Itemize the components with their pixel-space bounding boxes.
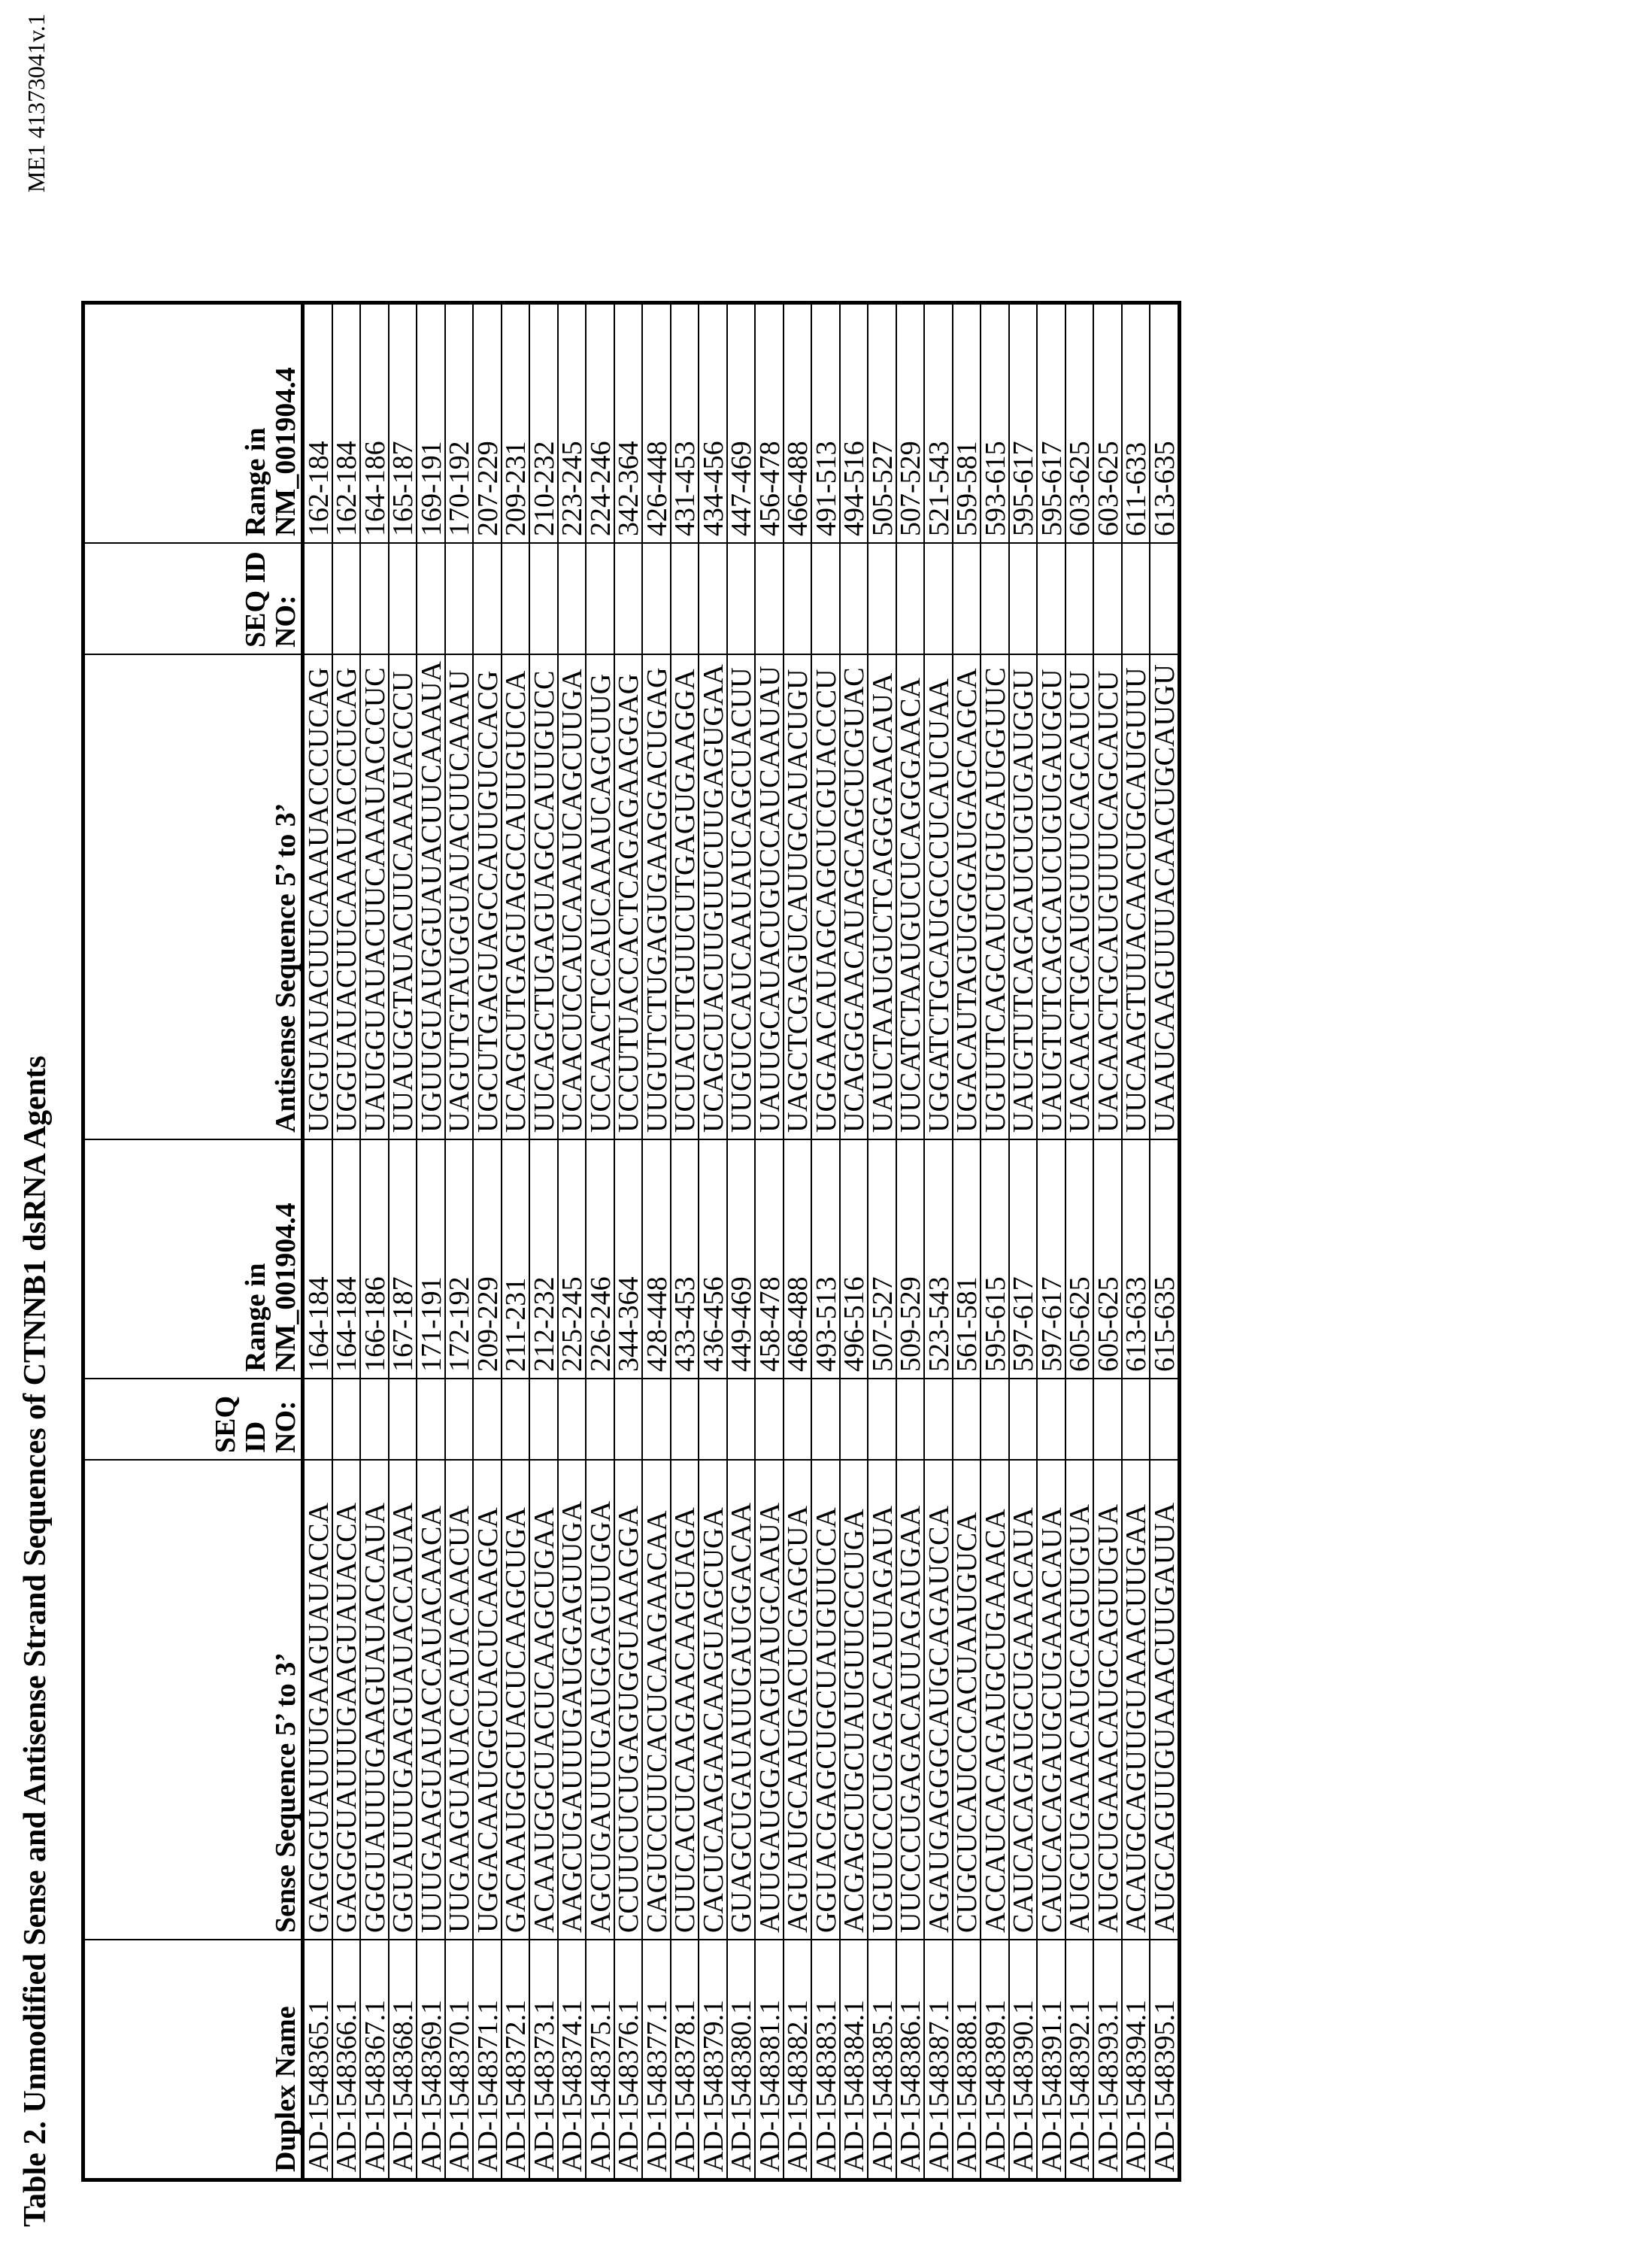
cell-antisense-range: 431-453 bbox=[671, 303, 699, 544]
cell-sense-range: 595-615 bbox=[981, 1139, 1009, 1379]
cell-sense-range: 507-527 bbox=[868, 1139, 896, 1379]
table-row bbox=[389, 303, 417, 2180]
cell-sense-seq-id bbox=[558, 1379, 587, 1460]
cell-sense-range: 605-625 bbox=[1093, 1139, 1122, 1379]
table-title: Table 2. Unmodified Sense and Antisense Strand Sequences of CTNNB1 dsRNA Agents bbox=[18, 1055, 53, 2227]
cell-antisense-range: 456-478 bbox=[755, 303, 784, 544]
cell-antisense-range: 165-187 bbox=[389, 303, 417, 544]
cell-antisense-seq-id bbox=[1037, 543, 1065, 654]
cell-antisense-sequence: UACAACTGCAUGUUUCAGCAUCU bbox=[1065, 654, 1094, 1139]
cell-sense-seq-id bbox=[671, 1379, 699, 1460]
cell-antisense-range: 342-364 bbox=[614, 303, 643, 544]
cell-duplex-name: AD-1548371.1 bbox=[473, 1940, 502, 2180]
cell-duplex-name: AD-1548387.1 bbox=[924, 1940, 953, 2180]
cell-antisense-sequence: UGCUTGAGUAGCCAUUGUCCACG bbox=[473, 654, 502, 1139]
cell-sense-seq-id bbox=[953, 1379, 981, 1460]
cell-antisense-seq-id bbox=[699, 543, 727, 654]
cell-sense-sequence: CACUCAAGAACAAGUAGCUGA bbox=[699, 1460, 727, 1940]
cell-sense-seq-id bbox=[924, 1379, 953, 1460]
cell-sense-sequence: ACCAUCACAGAUGCUGAAACA bbox=[981, 1460, 1009, 1940]
cell-sense-sequence: GGUAUUUGAAGUAUACCAUAA bbox=[389, 1460, 417, 1940]
cell-sense-sequence: AGCUGAUUUGAUGGAGUUGGA bbox=[586, 1460, 614, 1940]
cell-sense-sequence: ACAAUGGCUACUCAAGCUGAA bbox=[529, 1460, 558, 1940]
cell-sense-range: 436-456 bbox=[699, 1139, 727, 1379]
cell-sense-range: 597-617 bbox=[1009, 1139, 1038, 1379]
cell-sense-range: 166-186 bbox=[360, 1139, 389, 1379]
cell-antisense-sequence: UAUGTUTCAGCAUCUGUGAUGGU bbox=[1009, 654, 1038, 1139]
cell-antisense-sequence: UCCUTUACCACTCAGAGAAGGAG bbox=[614, 654, 643, 1139]
cell-sense-sequence: CAGUCCUUCACUCAAGAACAA bbox=[642, 1460, 671, 1940]
cell-duplex-name: AD-1548393.1 bbox=[1093, 1940, 1122, 2180]
cell-sense-sequence: CUUCACUCAAGAACAAGUAGA bbox=[671, 1460, 699, 1940]
cell-duplex-name: AD-1548394.1 bbox=[1122, 1940, 1150, 2180]
cell-antisense-sequence: UCAACUCCAUCAAAUCAGCUUGA bbox=[558, 654, 587, 1139]
cell-sense-seq-id bbox=[389, 1379, 417, 1460]
table-row bbox=[1150, 303, 1179, 2180]
cell-duplex-name: AD-1548375.1 bbox=[586, 1940, 614, 2180]
cell-antisense-seq-id bbox=[1009, 543, 1038, 654]
cell-duplex-name: AD-1548392.1 bbox=[1065, 1940, 1094, 2180]
cell-duplex-name: AD-1548373.1 bbox=[529, 1940, 558, 2180]
cell-antisense-sequence: UCCAACTCCAUCAAAUCAGCUUG bbox=[586, 654, 614, 1139]
cell-sense-sequence: AUGCAGUUGUAAACUUGAUUA bbox=[1150, 1460, 1179, 1940]
cell-antisense-sequence: UGGAACAUAGCAGCUCGUACCCU bbox=[811, 654, 840, 1139]
cell-antisense-range: 491-513 bbox=[811, 303, 840, 544]
cell-antisense-sequence: UCAGGGAACAUAGCAGCUCGUAC bbox=[840, 654, 868, 1139]
header-sense-sequence: Sense Sequence 5’ to 3’ bbox=[83, 1460, 303, 1940]
cell-antisense-seq-id bbox=[1065, 543, 1094, 654]
cell-duplex-name: AD-1548384.1 bbox=[840, 1940, 868, 2180]
cell-sense-sequence: GAGGGUAUUUGAAGUAUACCA bbox=[332, 1460, 361, 1940]
cell-sense-seq-id bbox=[586, 1379, 614, 1460]
cell-antisense-range: 507-529 bbox=[896, 303, 925, 544]
cell-antisense-range: 595-617 bbox=[1037, 303, 1065, 544]
cell-duplex-name: AD-1548390.1 bbox=[1009, 1940, 1038, 2180]
cell-sense-seq-id bbox=[727, 1379, 756, 1460]
cell-antisense-seq-id bbox=[924, 543, 953, 654]
cell-sense-seq-id bbox=[502, 1379, 530, 1460]
cell-duplex-name: AD-1548395.1 bbox=[1150, 1940, 1179, 2180]
cell-antisense-sequence: UUCATCTAAUGUCUCAGGGAACA bbox=[896, 654, 925, 1139]
cell-antisense-range: 224-246 bbox=[586, 303, 614, 544]
cell-duplex-name: AD-1548374.1 bbox=[558, 1940, 587, 2180]
cell-sense-range: 211-231 bbox=[502, 1139, 530, 1379]
cell-duplex-name: AD-1548389.1 bbox=[981, 1940, 1009, 2180]
cell-antisense-seq-id bbox=[558, 543, 587, 654]
table-row bbox=[924, 303, 953, 2180]
cell-antisense-range: 209-231 bbox=[502, 303, 530, 544]
cell-sense-sequence: UUGAAGUAUACCAUACAACUA bbox=[445, 1460, 474, 1940]
cell-sense-range: 493-513 bbox=[811, 1139, 840, 1379]
table-row bbox=[784, 303, 812, 2180]
table-row bbox=[473, 303, 502, 2180]
cell-sense-sequence: CAUCACAGAUGCUGAAACAUA bbox=[1009, 1460, 1038, 1940]
cell-antisense-range: 603-625 bbox=[1065, 303, 1094, 544]
cell-sense-seq-id bbox=[1150, 1379, 1179, 1460]
table-row bbox=[981, 303, 1009, 2180]
cell-sense-range: 171-191 bbox=[417, 1139, 445, 1379]
cell-sense-range: 209-229 bbox=[473, 1139, 502, 1379]
table-row bbox=[1122, 303, 1150, 2180]
table-row bbox=[953, 303, 981, 2180]
cell-antisense-range: 613-635 bbox=[1150, 303, 1179, 544]
cell-antisense-sequence: UCAGCUACUUGUUCUUGAGUGAA bbox=[699, 654, 727, 1139]
cell-duplex-name: AD-1548366.1 bbox=[332, 1940, 361, 2180]
cell-duplex-name: AD-1548370.1 bbox=[445, 1940, 474, 2180]
cell-antisense-sequence: UGUUTCAGCAUCUGUGAUGGUUC bbox=[981, 654, 1009, 1139]
cell-sense-seq-id bbox=[1065, 1379, 1094, 1460]
cell-sense-seq-id bbox=[529, 1379, 558, 1460]
cell-antisense-seq-id bbox=[303, 543, 332, 654]
cell-antisense-seq-id bbox=[811, 543, 840, 654]
cell-sense-sequence: GGUACGAGCUGCUAUGUUCCA bbox=[811, 1460, 840, 1940]
cell-antisense-sequence: UACAACTGCAUGUUUCAGCAUCU bbox=[1093, 654, 1122, 1139]
cell-duplex-name: AD-1548380.1 bbox=[727, 1940, 756, 2180]
cell-antisense-range: 223-245 bbox=[558, 303, 587, 544]
cell-sense-seq-id bbox=[755, 1379, 784, 1460]
cell-sense-range: 523-543 bbox=[924, 1139, 953, 1379]
table-row bbox=[1093, 303, 1122, 2180]
cell-sense-range: 212-232 bbox=[529, 1139, 558, 1379]
cell-antisense-sequence: UAGUTGTAUGGUAUACUUCAAAU bbox=[445, 654, 474, 1139]
cell-sense-sequence: AGUAUGCAAUGACUCGAGCUA bbox=[784, 1460, 812, 1940]
cell-sense-sequence: AAGCUGAUUUGAUGGAGUUGA bbox=[558, 1460, 587, 1940]
cell-duplex-name: AD-1548379.1 bbox=[699, 1940, 727, 2180]
cell-sense-sequence: UGGACAAUGGCUACUCAAGCA bbox=[473, 1460, 502, 1940]
cell-sense-sequence: AUGCUGAAACAUGCAGUUGUA bbox=[1093, 1460, 1122, 1940]
cell-sense-seq-id bbox=[445, 1379, 474, 1460]
cell-sense-range: 164-184 bbox=[332, 1139, 361, 1379]
cell-sense-range: 509-529 bbox=[896, 1139, 925, 1379]
cell-antisense-seq-id bbox=[389, 543, 417, 654]
cell-antisense-seq-id bbox=[360, 543, 389, 654]
cell-sense-range: 167-187 bbox=[389, 1139, 417, 1379]
cell-sense-range: 561-581 bbox=[953, 1139, 981, 1379]
cell-sense-sequence: GAGGGUAUUUGAAGUAUACCA bbox=[303, 1460, 332, 1940]
cell-antisense-seq-id bbox=[473, 543, 502, 654]
cell-sense-range: 613-633 bbox=[1122, 1139, 1150, 1379]
header-antisense-sequence: Antisense Sequence 5’ to 3’ bbox=[83, 654, 303, 1139]
cell-sense-range: 164-184 bbox=[303, 1139, 332, 1379]
table-row bbox=[586, 303, 614, 2180]
table-row bbox=[360, 303, 389, 2180]
cell-antisense-seq-id bbox=[445, 543, 474, 654]
cell-antisense-seq-id bbox=[332, 543, 361, 654]
cell-antisense-range: 210-232 bbox=[529, 303, 558, 544]
cell-sense-seq-id bbox=[811, 1379, 840, 1460]
cell-duplex-name: AD-1548377.1 bbox=[642, 1940, 671, 2180]
cell-sense-seq-id bbox=[784, 1379, 812, 1460]
table-row bbox=[1009, 303, 1038, 2180]
cell-duplex-name: AD-1548382.1 bbox=[784, 1940, 812, 2180]
table-row bbox=[614, 303, 643, 2180]
cell-sense-sequence: AUUGAUGGACAGUAUGCAAUA bbox=[755, 1460, 784, 1940]
header-antisense-range: Range in NM_001904.4 bbox=[83, 303, 303, 544]
table-header-row bbox=[83, 303, 303, 2180]
cell-duplex-name: AD-1548388.1 bbox=[953, 1940, 981, 2180]
cell-antisense-range: 169-191 bbox=[417, 303, 445, 544]
cell-duplex-name: AD-1548385.1 bbox=[868, 1940, 896, 2180]
table-body bbox=[303, 303, 1180, 2180]
cell-antisense-sequence: UGGATCTGCAUGCCCUCAUCUAA bbox=[924, 654, 953, 1139]
cell-sense-seq-id bbox=[417, 1379, 445, 1460]
cell-duplex-name: AD-1548368.1 bbox=[389, 1940, 417, 2180]
cell-sense-seq-id bbox=[303, 1379, 332, 1460]
cell-sense-range: 449-469 bbox=[727, 1139, 756, 1379]
cell-antisense-sequence: UUAUGGTAUACUUCAAAUACCCU bbox=[389, 654, 417, 1139]
cell-antisense-range: 521-543 bbox=[924, 303, 953, 544]
cell-sense-seq-id bbox=[840, 1379, 868, 1460]
cell-antisense-sequence: UUGUCCAUCAAUAUCAGCUACUU bbox=[727, 654, 756, 1139]
cell-sense-seq-id bbox=[332, 1379, 361, 1460]
cell-antisense-sequence: UUGUTCTUGAGUGAAGGACUGAG bbox=[642, 654, 671, 1139]
cell-sense-sequence: CAUCACAGAUGCUGAAACAUA bbox=[1037, 1460, 1065, 1940]
sequence-table bbox=[81, 301, 1181, 2182]
cell-antisense-sequence: UAUGTUTCAGCAUCUGUGAUGGU bbox=[1037, 654, 1065, 1139]
cell-antisense-range: 164-186 bbox=[360, 303, 389, 544]
table-row bbox=[840, 303, 868, 2180]
cell-sense-sequence: AUGCUGAAACAUGCAGUUGUA bbox=[1065, 1460, 1094, 1940]
cell-duplex-name: AD-1548383.1 bbox=[811, 1940, 840, 2180]
cell-sense-range: 428-448 bbox=[642, 1139, 671, 1379]
cell-antisense-sequence: UAGCTCGAGUCAUUGCAUACUGU bbox=[784, 654, 812, 1139]
table-row bbox=[417, 303, 445, 2180]
cell-antisense-seq-id bbox=[502, 543, 530, 654]
cell-antisense-seq-id bbox=[1122, 543, 1150, 654]
cell-antisense-seq-id bbox=[586, 543, 614, 654]
cell-antisense-sequence: UGACAUTAGUGGGAUGAGCAGCA bbox=[953, 654, 981, 1139]
cell-antisense-sequence: UGUUGUAUGGUAUACUUCAAAUA bbox=[417, 654, 445, 1139]
cell-sense-sequence: GACAAUGGCUACUCAAGCUGA bbox=[502, 1460, 530, 1940]
header-duplex-name: Duplex Name bbox=[83, 1940, 303, 2180]
cell-duplex-name: AD-1548376.1 bbox=[614, 1940, 643, 2180]
cell-sense-seq-id bbox=[896, 1379, 925, 1460]
cell-duplex-name: AD-1548367.1 bbox=[360, 1940, 389, 2180]
cell-sense-seq-id bbox=[981, 1379, 1009, 1460]
cell-sense-seq-id bbox=[1093, 1379, 1122, 1460]
table-row bbox=[868, 303, 896, 2180]
cell-antisense-range: 466-488 bbox=[784, 303, 812, 544]
cell-antisense-range: 595-617 bbox=[1009, 303, 1038, 544]
cell-duplex-name: AD-1548378.1 bbox=[671, 1940, 699, 2180]
cell-sense-seq-id bbox=[642, 1379, 671, 1460]
cell-antisense-sequence: UAUGGUAUACUUCAAAUACCCUC bbox=[360, 654, 389, 1139]
document-footer-id: ME1 41373041v.1 bbox=[23, 14, 50, 193]
cell-sense-range: 468-488 bbox=[784, 1139, 812, 1379]
table-row bbox=[811, 303, 840, 2180]
cell-antisense-seq-id bbox=[671, 543, 699, 654]
table-row bbox=[642, 303, 671, 2180]
cell-sense-range: 615-635 bbox=[1150, 1139, 1179, 1379]
cell-antisense-range: 170-192 bbox=[445, 303, 474, 544]
cell-antisense-sequence: UAAUCAAGUUUACAACUGCAUGU bbox=[1150, 654, 1179, 1139]
table-row bbox=[671, 303, 699, 2180]
table-row bbox=[896, 303, 925, 2180]
cell-antisense-seq-id bbox=[614, 543, 643, 654]
cell-sense-seq-id bbox=[614, 1379, 643, 1460]
cell-sense-range: 597-617 bbox=[1037, 1139, 1065, 1379]
table-row bbox=[529, 303, 558, 2180]
cell-sense-seq-id bbox=[360, 1379, 389, 1460]
cell-sense-sequence: CCUUCUCUGAGUGGUAAAGGA bbox=[614, 1460, 643, 1940]
cell-antisense-range: 611-633 bbox=[1122, 303, 1150, 544]
table-row bbox=[303, 303, 332, 2180]
cell-antisense-sequence: UUCAGCTUGAGUAGCCAUUGUCC bbox=[529, 654, 558, 1139]
cell-antisense-sequence: UAUCTAAUGUCTCAGGGAACAUA bbox=[868, 654, 896, 1139]
cell-sense-sequence: UUCCCUGAGACAUUAGAUGAA bbox=[896, 1460, 925, 1940]
cell-antisense-sequence: UUCAAGTUUACAACUGCAUGUUU bbox=[1122, 654, 1150, 1139]
cell-antisense-range: 447-469 bbox=[727, 303, 756, 544]
table-row bbox=[699, 303, 727, 2180]
cell-sense-range: 226-246 bbox=[586, 1139, 614, 1379]
cell-sense-seq-id bbox=[1037, 1379, 1065, 1460]
cell-antisense-seq-id bbox=[953, 543, 981, 654]
cell-antisense-sequence: UGGUAUACUUCAAAUACCCUCAG bbox=[303, 654, 332, 1139]
cell-antisense-seq-id bbox=[727, 543, 756, 654]
cell-antisense-range: 162-184 bbox=[303, 303, 332, 544]
cell-antisense-range: 603-625 bbox=[1093, 303, 1122, 544]
cell-antisense-seq-id bbox=[868, 543, 896, 654]
cell-antisense-range: 426-448 bbox=[642, 303, 671, 544]
cell-antisense-range: 207-229 bbox=[473, 303, 502, 544]
cell-sense-range: 344-364 bbox=[614, 1139, 643, 1379]
cell-antisense-range: 559-581 bbox=[953, 303, 981, 544]
cell-antisense-seq-id bbox=[529, 543, 558, 654]
cell-sense-seq-id bbox=[699, 1379, 727, 1460]
cell-sense-sequence: GUAGCUGAUAUUGAUGGACAA bbox=[727, 1460, 756, 1940]
table-row bbox=[727, 303, 756, 2180]
cell-antisense-seq-id bbox=[981, 543, 1009, 654]
header-antisense-seq-id: SEQ ID NO: bbox=[83, 543, 303, 654]
cell-antisense-range: 494-516 bbox=[840, 303, 868, 544]
cell-sense-range: 433-453 bbox=[671, 1139, 699, 1379]
cell-antisense-sequence: UGGUAUACUUCAAAUACCCUCAG bbox=[332, 654, 361, 1139]
header-sense-seq-id: SEQ ID NO: bbox=[83, 1379, 303, 1460]
cell-antisense-range: 593-615 bbox=[981, 303, 1009, 544]
cell-duplex-name: AD-1548386.1 bbox=[896, 1940, 925, 2180]
cell-sense-sequence: GGGUAUUUGAAGUAUACCAUA bbox=[360, 1460, 389, 1940]
cell-sense-range: 172-192 bbox=[445, 1139, 474, 1379]
cell-antisense-range: 434-456 bbox=[699, 303, 727, 544]
cell-antisense-seq-id bbox=[1150, 543, 1179, 654]
cell-sense-sequence: ACAUGCAGUUGUAAACUUGAA bbox=[1122, 1460, 1150, 1940]
cell-sense-range: 225-245 bbox=[558, 1139, 587, 1379]
cell-sense-seq-id bbox=[473, 1379, 502, 1460]
cell-duplex-name: AD-1548372.1 bbox=[502, 1940, 530, 2180]
cell-sense-seq-id bbox=[868, 1379, 896, 1460]
cell-antisense-sequence: UAUUGCAUACUGUCCAUCAAUAU bbox=[755, 654, 784, 1139]
cell-sense-sequence: AGAUGAGGGCAUGCAGAUCCA bbox=[924, 1460, 953, 1940]
cell-antisense-sequence: UCUACUTGUUCUTGAGUGAAGGA bbox=[671, 654, 699, 1139]
cell-sense-sequence: UUUGAAGUAUACCAUACAACA bbox=[417, 1460, 445, 1940]
cell-antisense-seq-id bbox=[417, 543, 445, 654]
cell-duplex-name: AD-1548365.1 bbox=[303, 1940, 332, 2180]
cell-antisense-sequence: UCAGCUTGAGUAGCCAUUGUCCA bbox=[502, 654, 530, 1139]
table-row bbox=[502, 303, 530, 2180]
header-sense-range: Range in NM_001904.4 bbox=[83, 1139, 303, 1379]
cell-duplex-name: AD-1548369.1 bbox=[417, 1940, 445, 2180]
cell-antisense-range: 162-184 bbox=[332, 303, 361, 544]
table-row bbox=[445, 303, 474, 2180]
cell-sense-seq-id bbox=[1122, 1379, 1150, 1460]
cell-antisense-seq-id bbox=[755, 543, 784, 654]
cell-antisense-seq-id bbox=[840, 543, 868, 654]
cell-sense-sequence: UGUUCCCUGAGACAUUAGAUA bbox=[868, 1460, 896, 1940]
cell-antisense-range: 505-527 bbox=[868, 303, 896, 544]
cell-sense-sequence: ACGAGCUGCUAUGUUCCCUGA bbox=[840, 1460, 868, 1940]
cell-sense-sequence: CUGCUCAUCCCACUAAUGUCA bbox=[953, 1460, 981, 1940]
table-row bbox=[558, 303, 587, 2180]
cell-sense-range: 458-478 bbox=[755, 1139, 784, 1379]
cell-duplex-name: AD-1548381.1 bbox=[755, 1940, 784, 2180]
cell-duplex-name: AD-1548391.1 bbox=[1037, 1940, 1065, 2180]
table-row bbox=[332, 303, 361, 2180]
cell-antisense-seq-id bbox=[1093, 543, 1122, 654]
table-row bbox=[755, 303, 784, 2180]
table-row bbox=[1065, 303, 1094, 2180]
cell-antisense-seq-id bbox=[896, 543, 925, 654]
table-row bbox=[1037, 303, 1065, 2180]
cell-antisense-seq-id bbox=[784, 543, 812, 654]
cell-sense-range: 605-625 bbox=[1065, 1139, 1094, 1379]
cell-sense-seq-id bbox=[1009, 1379, 1038, 1460]
cell-sense-range: 496-516 bbox=[840, 1139, 868, 1379]
cell-antisense-seq-id bbox=[642, 543, 671, 654]
